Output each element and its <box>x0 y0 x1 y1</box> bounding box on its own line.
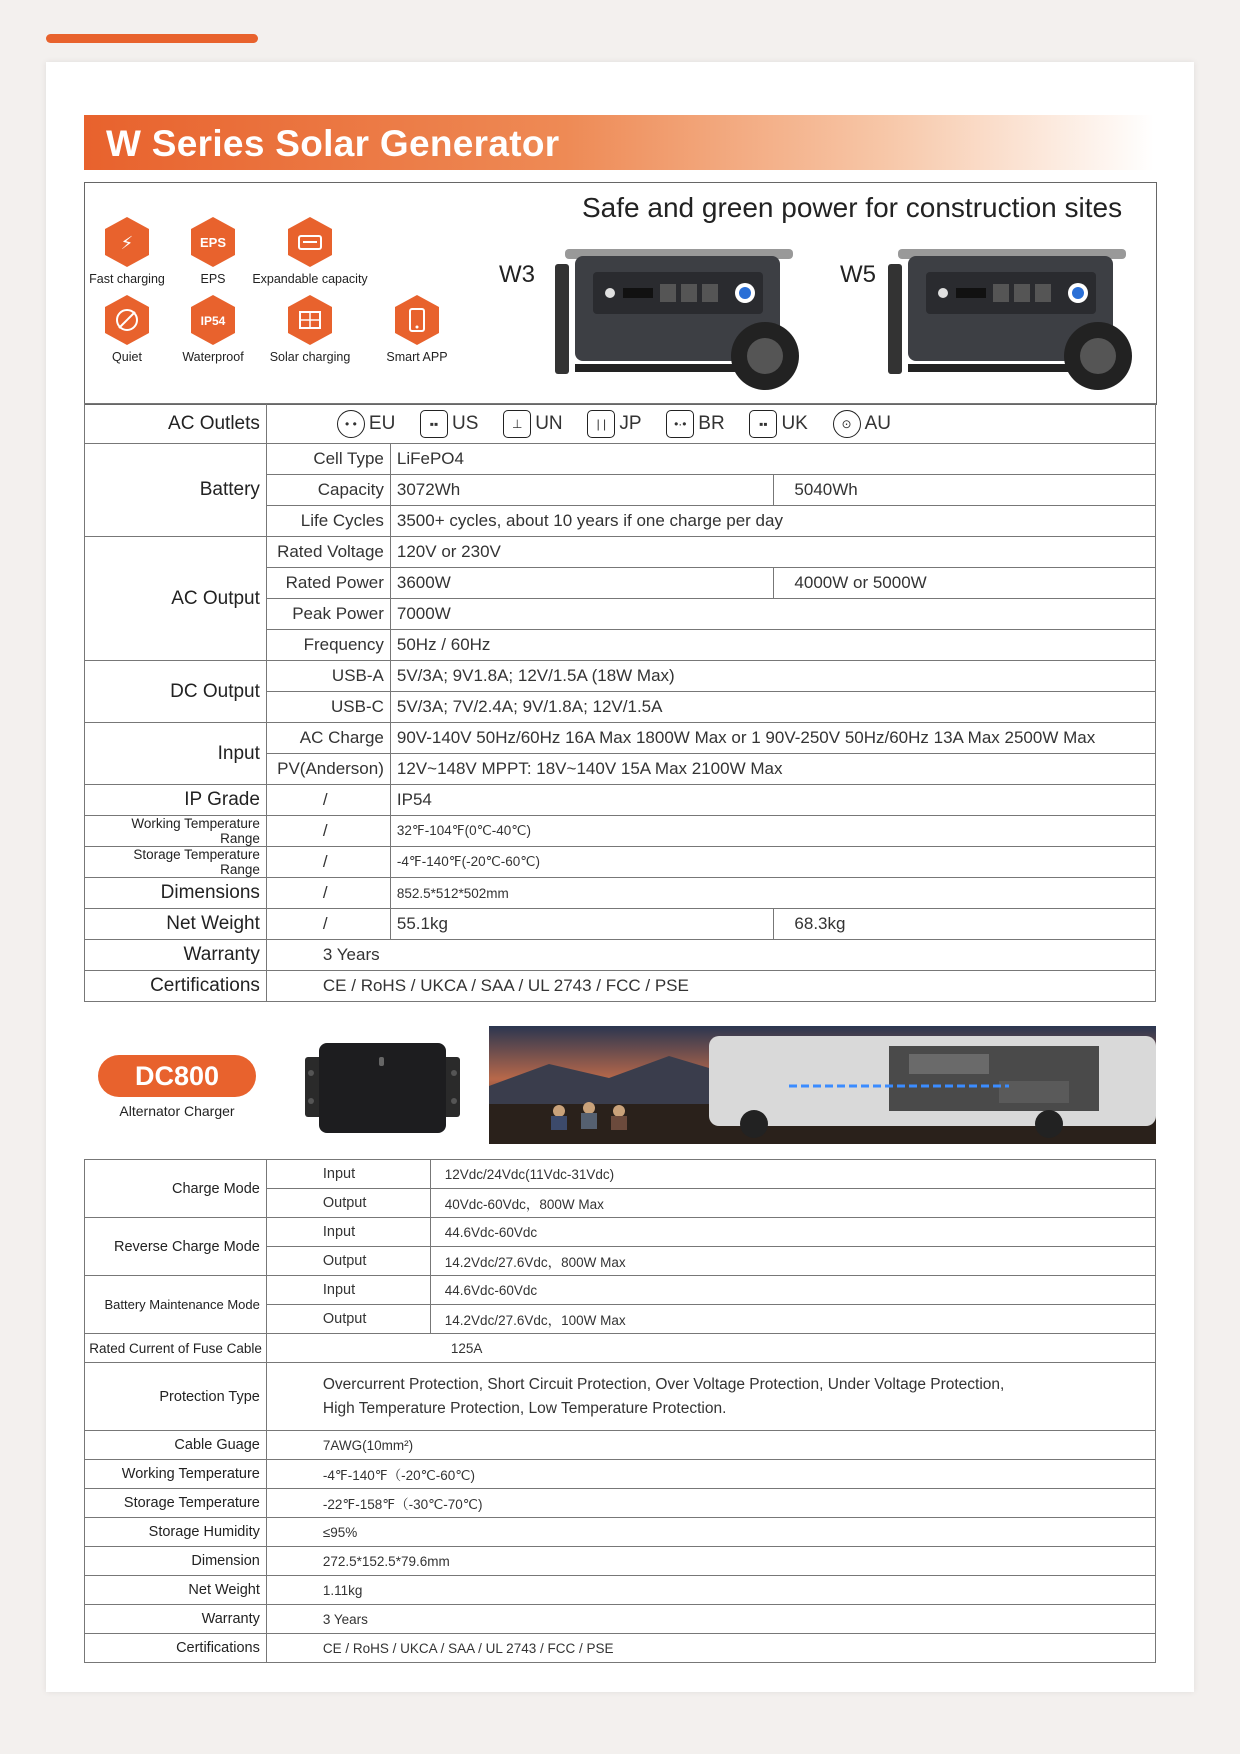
accent-bar <box>46 34 258 43</box>
table-row: Warranty 3 Years <box>85 1605 1156 1634</box>
waterproof-icon <box>190 294 236 346</box>
table-row: Life Cycles 3500+ cycles, about 10 years if one charge per day <box>85 506 1156 537</box>
table-row: Storage Humidity ≤95% <box>85 1518 1156 1547</box>
outlet-au: ⊙ AU <box>833 410 891 438</box>
table-row: IP Grade / IP54 <box>85 785 1156 816</box>
table-row: Rated Current of Fuse Cable 125A <box>85 1334 1156 1363</box>
svg-text:IP54: IP54 <box>200 314 226 328</box>
br-plug-icon: •·• <box>666 410 694 438</box>
jp-plug-icon: | | <box>587 410 615 438</box>
table-row: Net Weight / 55.1kg 68.3kg <box>85 909 1156 940</box>
ac-outlets-label: AC Outlets <box>85 404 267 444</box>
table-row: Working Temperature -4℉-140℉（-20℃-60℃) <box>85 1460 1156 1489</box>
tagline: Safe and green power for construction sites <box>582 192 1123 223</box>
table-row: Charge Mode Input 12Vdc/24Vdc(11Vdc-31Vdc) <box>85 1160 1156 1189</box>
table-row: Rated Power 3600W 4000W or 5000W <box>85 568 1156 599</box>
outlet-un: ⊥ UN <box>503 410 562 438</box>
feature-waterproof: IP54 Waterproof <box>158 294 268 364</box>
feature-solar-charging: Solar charging <box>255 294 365 364</box>
table-row: Reverse Charge Mode Input 44.6Vdc-60Vdc <box>85 1218 1156 1247</box>
w3-generator-image <box>555 244 805 394</box>
svg-text:EPS: EPS <box>199 235 227 250</box>
table-row: Net Weight 1.11kg <box>85 1576 1156 1605</box>
table-row: Cable Guage 7AWG(10mm²) <box>85 1431 1156 1460</box>
w-series-spec-table <box>84 403 1156 1002</box>
battery-label: Battery <box>85 444 267 537</box>
table-row: Input AC Charge 90V-140V 50Hz/60Hz 16A Max 1800W Max or 1 90V-250V 50Hz/60Hz 13A Max 2500W Max <box>85 723 1156 754</box>
un-plug-icon: ⊥ <box>503 410 531 438</box>
model-w5-label: W5 <box>840 261 876 288</box>
outlet-eu: • • EU <box>337 410 395 438</box>
page-title: W Series Solar Generator <box>106 123 560 164</box>
table-row: Storage Temperature -22℉-158℉（-30℃-70℃) <box>85 1489 1156 1518</box>
us-plug-icon: ▪▪ <box>420 410 448 438</box>
dc800-badge: DC800 <box>98 1055 256 1097</box>
table-row <box>85 404 1156 444</box>
feature-smart-app: Smart APP <box>362 294 472 364</box>
title-banner <box>84 115 1154 170</box>
eu-plug-icon: • • <box>337 410 365 438</box>
ac-outlets-list <box>266 404 1155 444</box>
table-row: Peak Power 7000W <box>85 599 1156 630</box>
table-row: Output 14.2Vdc/27.6Vdc，800W Max <box>85 1247 1156 1276</box>
table-row: Frequency 50Hz / 60Hz <box>85 630 1156 661</box>
quiet-icon <box>104 294 150 346</box>
dc-output-label: DC Output <box>85 661 267 723</box>
outlet-br: •·• BR <box>666 410 724 438</box>
w5-generator-image <box>888 244 1138 394</box>
table-row: Storage Temperature Range / -4℉-140℉(-20℃-60℃) <box>85 847 1156 878</box>
table-row: PV(Anderson) 12V~148V MPPT: 18V~140V 15A Max 2100W Max <box>85 754 1156 785</box>
feature-quiet: Quiet <box>72 294 182 364</box>
table-row: Certifications CE / RoHS / UKCA / SAA / UL 2743 / FCC / PSE <box>85 971 1156 1002</box>
feature-eps: EPS EPS <box>158 216 268 286</box>
table-row: Working Temperature Range / 32℉-104℉(0℃-40℃) <box>85 816 1156 847</box>
table-row: AC Output Rated Voltage 120V or 230V <box>85 537 1156 568</box>
ac-output-label: AC Output <box>85 537 267 661</box>
dc800-spec-table <box>84 1159 1156 1663</box>
table-row: Capacity 3072Wh 5040Wh <box>85 475 1156 506</box>
outlet-us: ▪▪ US <box>420 410 478 438</box>
table-row: Certifications CE / RoHS / UKCA / SAA / UL 2743 / FCC / PSE <box>85 1634 1156 1663</box>
outlet-uk: ▪▪ UK <box>749 410 807 438</box>
model-w3-label: W3 <box>499 261 535 288</box>
table-row: DC Output USB-A 5V/3A; 9V1.8A; 12V/1.5A (18W Max) <box>85 661 1156 692</box>
smart-app-icon <box>394 294 440 346</box>
table-row: Dimensions / 852.5*512*502mm <box>85 878 1156 909</box>
uk-plug-icon: ▪▪ <box>749 410 777 438</box>
table-row: Output 40Vdc-60Vdc，800W Max <box>85 1189 1156 1218</box>
input-label: Input <box>85 723 267 785</box>
table-row: Output 14.2Vdc/27.6Vdc，100W Max <box>85 1305 1156 1334</box>
expandable-capacity-icon <box>287 216 333 268</box>
feature-expandable-capacity: Expandable capacity <box>250 216 370 286</box>
solar-charging-icon <box>287 294 333 346</box>
eps-icon <box>190 216 236 268</box>
au-plug-icon: ⊙ <box>833 410 861 438</box>
table-row: Battery Maintenance Mode Input 44.6Vdc-60Vdc <box>85 1276 1156 1305</box>
table-row: Warranty 3 Years <box>85 940 1156 971</box>
dc800-device-image <box>305 1043 460 1133</box>
svg-text:⚡: ⚡ <box>120 233 134 254</box>
table-row: Protection Type Overcurrent Protection, Short Circuit Protection, Over Voltage Protection, Under Voltage Protection, High Temperature Protection, Low Temperature Protection. <box>85 1363 1156 1431</box>
rv-campsite-image <box>489 1026 1156 1144</box>
dc800-subtitle: Alternator Charger <box>119 1103 235 1119</box>
table-row: USB-C 5V/3A; 7V/2.4A; 9V/1.8A; 12V/1.5A <box>85 692 1156 723</box>
outlet-jp: | | JP <box>587 410 641 438</box>
fast-charging-icon <box>104 216 150 268</box>
table-row: Battery Cell Type LiFePO4 <box>85 444 1156 475</box>
table-row: Dimension 272.5*152.5*79.6mm <box>85 1547 1156 1576</box>
feature-fast-charging: ⚡ Fast charging <box>72 216 182 286</box>
